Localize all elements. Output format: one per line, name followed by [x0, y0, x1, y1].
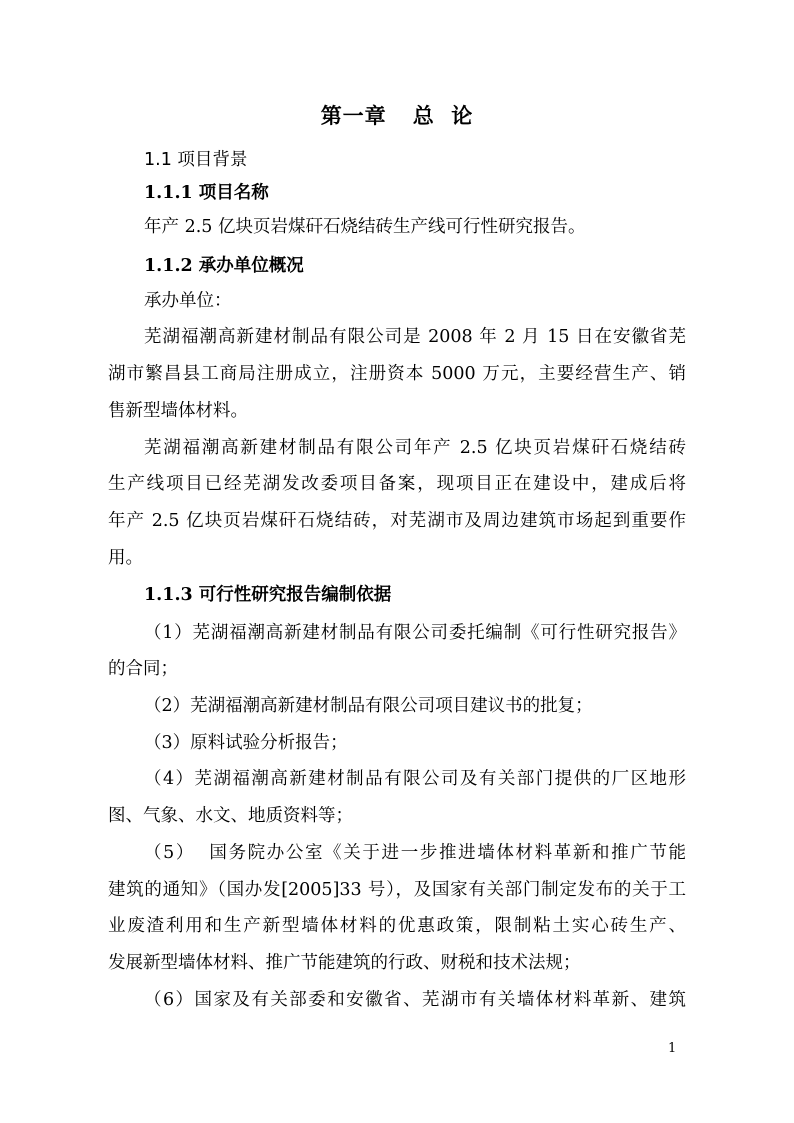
chapter-title: [0, 100, 794, 130]
paragraph-line: 芜湖福潮高新建材制品有限公司年产 2.5 亿块页岩煤矸石烧结砖: [144, 438, 686, 458]
project-name-text: 年产 2.5 亿块页岩煤矸石烧结砖生产线可行性研究报告。: [144, 217, 586, 237]
paragraph-line: 湖市繁昌县工商局注册成立，注册资本 5000 万元，主要经营生产、销: [108, 364, 686, 384]
paragraph-line: 芜湖福潮高新建材制品有限公司是 2008 年 2 月 15 日在安徽省芜: [144, 327, 686, 347]
section-1-1-3-heading: 1.1.3 可行性研究报告编制依据: [144, 585, 392, 605]
list-item: 图、气象、水文、地质资料等；: [108, 806, 353, 826]
paragraph-line: 年产 2.5 亿块页岩煤矸石烧结砖，对芜湖市及周边建筑市场起到重要作: [108, 511, 686, 531]
section-1-1-2-heading: 1.1.2 承办单位概况: [144, 256, 304, 276]
list-item: （5） 国务院办公室《关于进一步推进墙体材料革新和推广节能: [144, 843, 686, 863]
page-number: 1: [668, 1041, 677, 1056]
list-item: 建筑的通知》（国办发[2005]33 号），及国家有关部门制定发布的关于工: [108, 880, 686, 900]
list-item: （1）芜湖福潮高新建材制品有限公司委托编制《可行性研究报告》: [144, 623, 686, 643]
paragraph-line: 售新型墙体材料。: [108, 401, 248, 421]
list-item: （3）原料试验分析报告；: [144, 733, 348, 753]
paragraph-line: 用。: [108, 548, 143, 568]
list-item: 发展新型墙体材料、推广节能建筑的行政、财税和技术法规；: [108, 953, 581, 973]
organizer-label: 承办单位：: [144, 291, 232, 311]
list-item: （2）芜湖福潮高新建材制品有限公司项目建议书的批复；: [144, 696, 593, 716]
list-item: 业废渣利用和生产新型墙体材料的优惠政策，限制粘土实心砖生产、: [108, 916, 686, 936]
section-1-1-1-heading: 1.1.1 项目名称: [144, 183, 269, 203]
list-item: （4）芜湖福潮高新建材制品有限公司及有关部门提供的厂区地形: [144, 769, 686, 789]
list-item: 的合同；: [108, 659, 178, 679]
section-1-1-heading: 1.1 项目背景: [144, 150, 248, 170]
list-item: （6）国家及有关部委和安徽省、芜湖市有关墙体材料革新、建筑: [144, 990, 686, 1010]
paragraph-line: 生产线项目已经芜湖发改委项目备案，现项目正在建设中，建成后将: [108, 474, 686, 494]
chapter-name: 总 论: [412, 103, 474, 128]
chapter-number: 第一章: [320, 103, 387, 128]
